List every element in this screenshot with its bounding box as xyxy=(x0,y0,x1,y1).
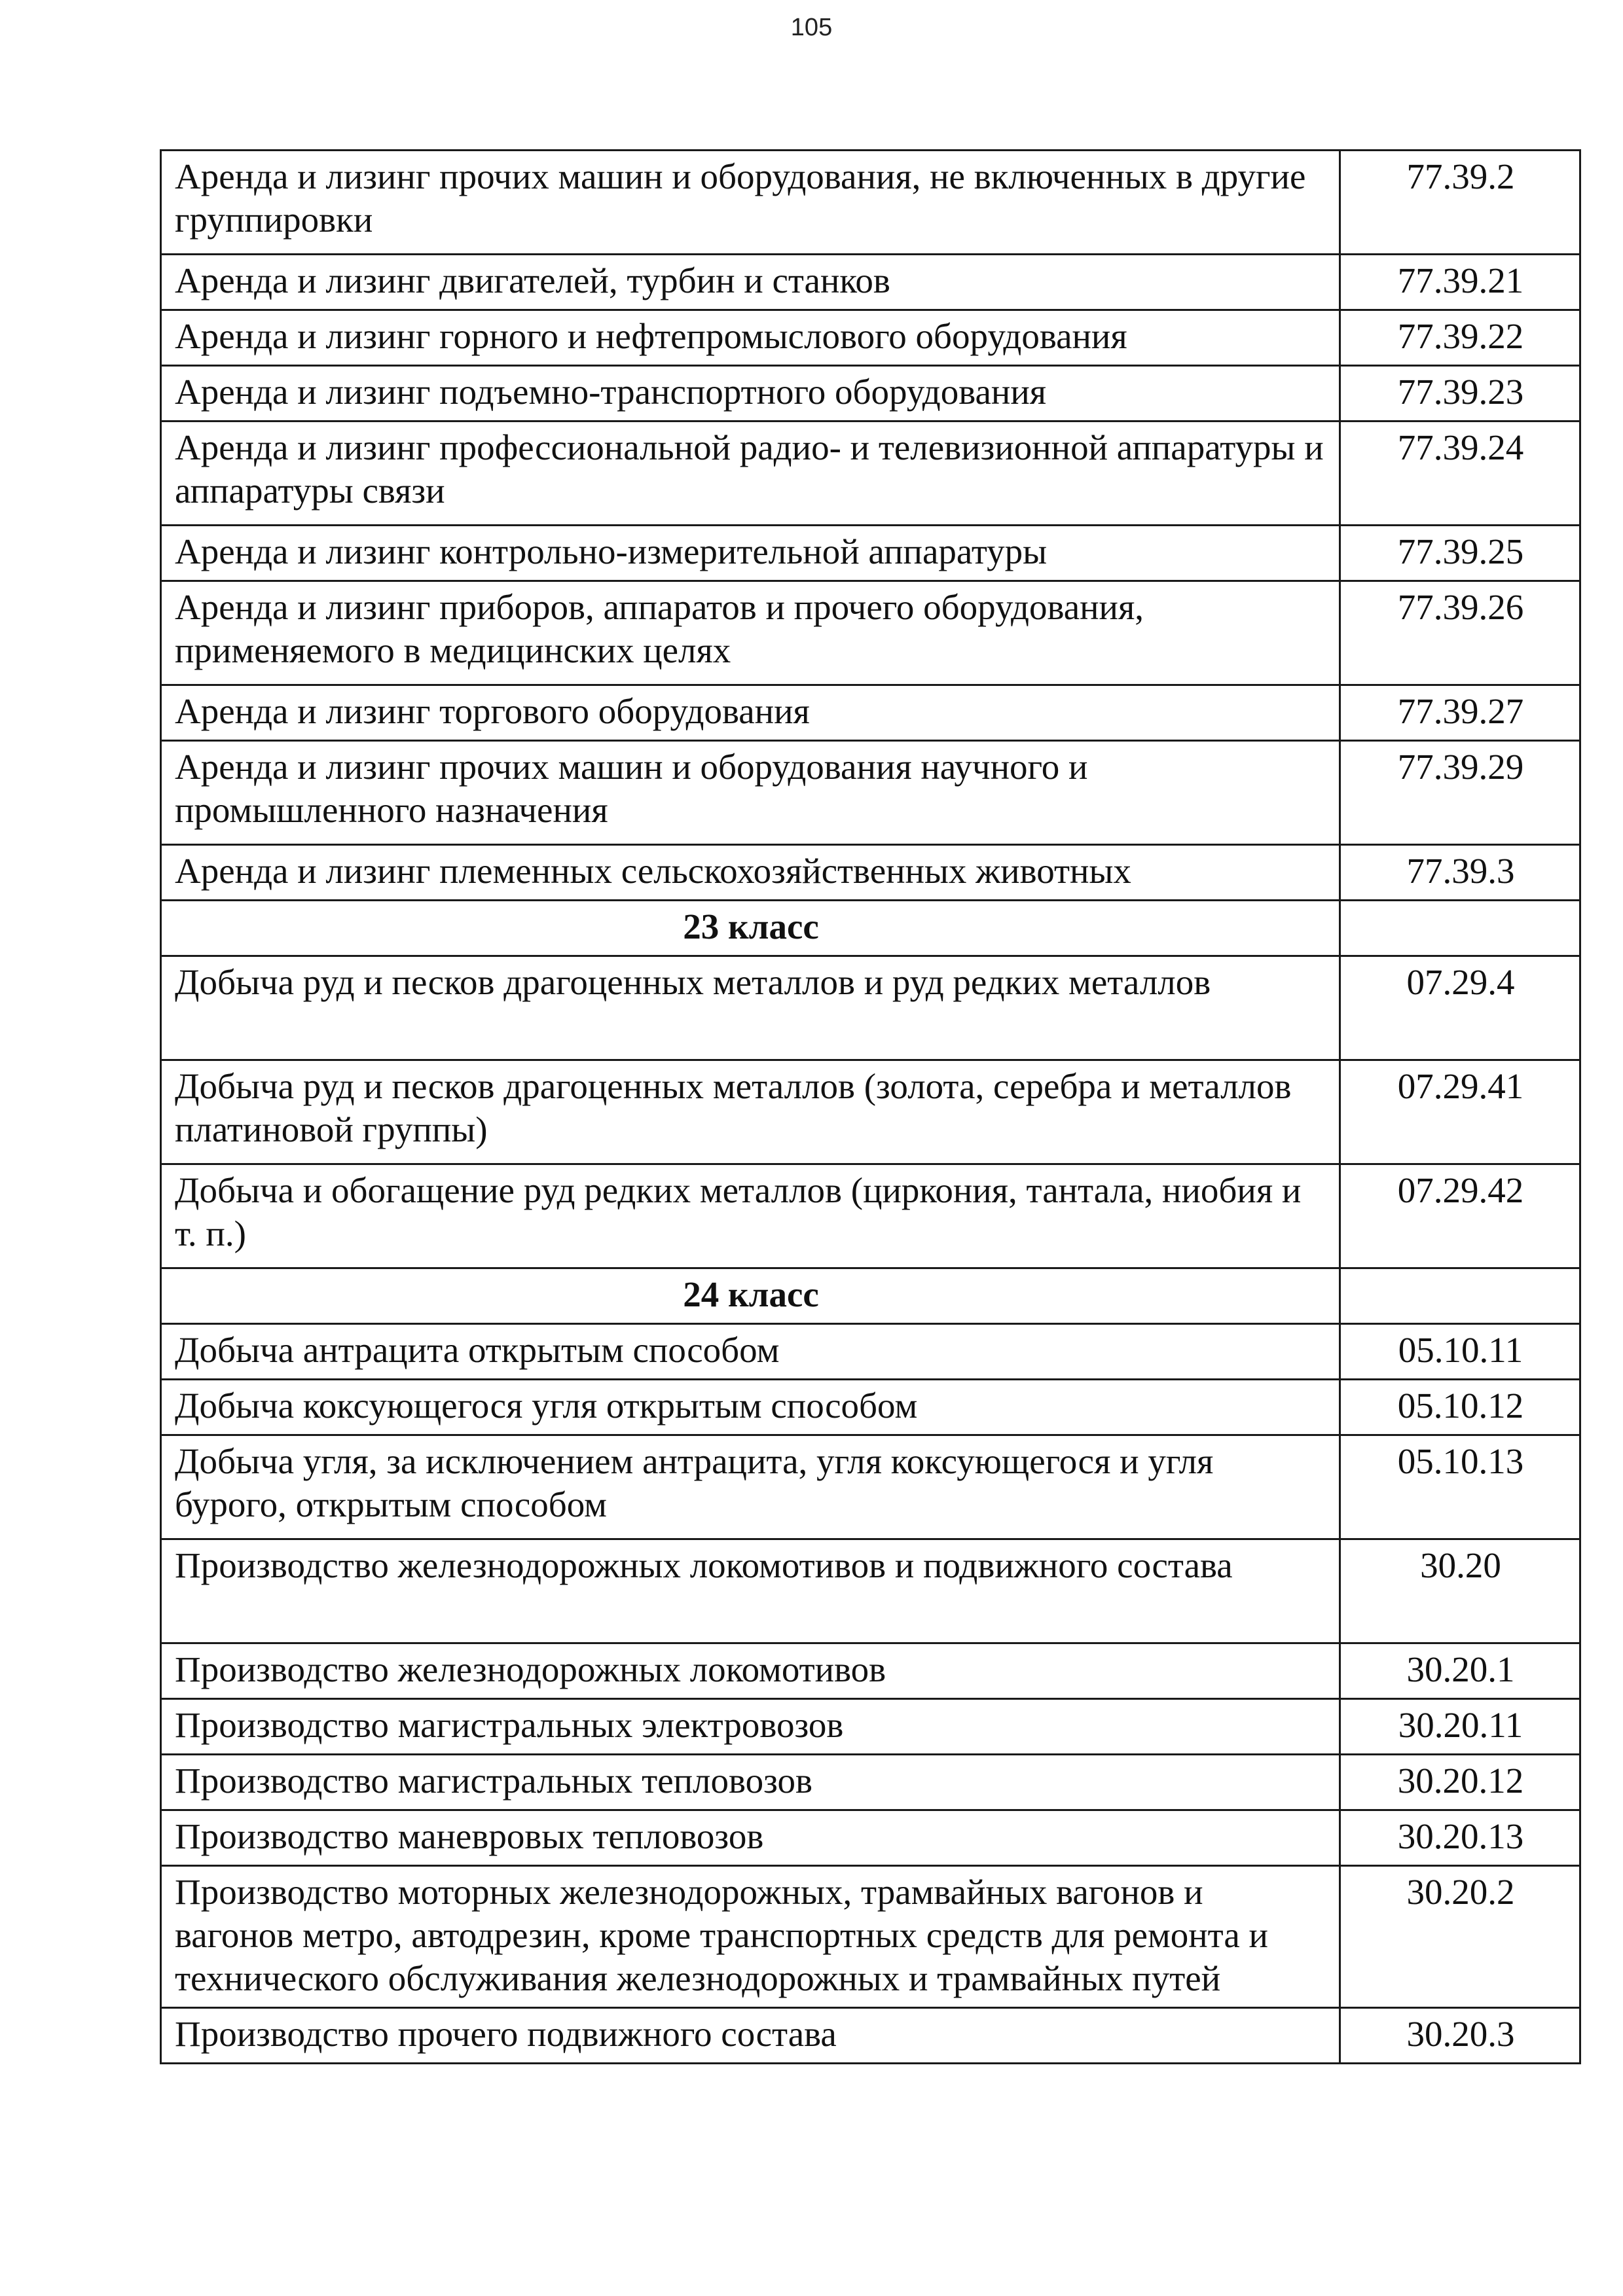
activity-code: 77.39.23 xyxy=(1340,366,1580,422)
activity-code: 30.20.2 xyxy=(1340,1866,1580,2008)
activity-name: Производство маневровых тепловозов xyxy=(161,1810,1340,1866)
activity-code: 77.39.25 xyxy=(1340,526,1580,581)
table-row xyxy=(161,366,1580,422)
activity-name: Производство магистральных электровозов xyxy=(161,1699,1340,1755)
activity-code: 77.39.21 xyxy=(1340,255,1580,310)
class-header-24: 24 класс xyxy=(161,1268,1340,1324)
table-row xyxy=(161,1539,1580,1643)
activity-code: 30.20 xyxy=(1340,1539,1580,1643)
activity-name: Аренда и лизинг горного и нефтепромыслового оборудования xyxy=(161,310,1340,366)
table-row xyxy=(161,2008,1580,2064)
table-row xyxy=(161,151,1580,255)
activity-name: Аренда и лизинг прочих машин и оборудования научного и промышленного назначения xyxy=(161,741,1340,845)
activity-code: 05.10.13 xyxy=(1340,1435,1580,1539)
table-row xyxy=(161,685,1580,741)
activity-code: 77.39.22 xyxy=(1340,310,1580,366)
activity-code: 77.39.3 xyxy=(1340,845,1580,901)
activity-name: Аренда и лизинг торгового оборудования xyxy=(161,685,1340,741)
activity-name: Добыча и обогащение руд редких металлов (циркония, тантала, ниобия и т. п.) xyxy=(161,1164,1340,1268)
activity-code: 30.20.13 xyxy=(1340,1810,1580,1866)
activity-code: 30.20.1 xyxy=(1340,1643,1580,1699)
activity-name: Аренда и лизинг приборов, аппаратов и прочего оборудования, применяемого в медицинских целях xyxy=(161,581,1340,685)
activity-name: Аренда и лизинг подъемно-транспортного оборудования xyxy=(161,366,1340,422)
activity-code: 05.10.11 xyxy=(1340,1324,1580,1380)
activity-name: Производство железнодорожных локомотивов xyxy=(161,1643,1340,1699)
activity-name: Аренда и лизинг профессиональной радио- и телевизионной аппаратуры и аппаратуры связи xyxy=(161,422,1340,526)
class-header-row xyxy=(161,901,1580,956)
table-row xyxy=(161,581,1580,685)
activity-name: Добыча коксующегося угля открытым способом xyxy=(161,1380,1340,1435)
class-header-23: 23 класс xyxy=(161,901,1340,956)
activity-code: 77.39.29 xyxy=(1340,741,1580,845)
activity-name: Аренда и лизинг прочих машин и оборудования, не включенных в другие группировки xyxy=(161,151,1340,255)
table-row xyxy=(161,741,1580,845)
table-row xyxy=(161,1060,1580,1164)
activity-code: 07.29.4 xyxy=(1340,956,1580,1060)
table-row xyxy=(161,1380,1580,1435)
activity-code: 77.39.24 xyxy=(1340,422,1580,526)
table-row xyxy=(161,1755,1580,1810)
table-row xyxy=(161,255,1580,310)
activity-name: Производство моторных железнодорожных, трамвайных вагонов и вагонов метро, автодрезин, кроме транспортных средств для ремонта и технического обслуживания железнодорожных и трамвайных путей xyxy=(161,1866,1340,2008)
table-row xyxy=(161,1866,1580,2008)
table-row xyxy=(161,1435,1580,1539)
table-row xyxy=(161,1324,1580,1380)
table-row xyxy=(161,1810,1580,1866)
table-row xyxy=(161,845,1580,901)
table-row xyxy=(161,956,1580,1060)
table-row xyxy=(161,1164,1580,1268)
page-number: 105 xyxy=(790,14,833,41)
table-row xyxy=(161,1643,1580,1699)
activity-name: Добыча угля, за исключением антрацита, угля коксующегося и угля бурого, открытым способом xyxy=(161,1435,1340,1539)
activity-name: Производство железнодорожных локомотивов и подвижного состава xyxy=(161,1539,1340,1643)
activity-codes-table xyxy=(160,149,1581,2064)
activity-code: 07.29.41 xyxy=(1340,1060,1580,1164)
table-row xyxy=(161,1699,1580,1755)
activity-code: 05.10.12 xyxy=(1340,1380,1580,1435)
activity-code: 30.20.11 xyxy=(1340,1699,1580,1755)
class-header-row xyxy=(161,1268,1580,1324)
activity-name: Добыча антрацита открытым способом xyxy=(161,1324,1340,1380)
activity-name: Аренда и лизинг двигателей, турбин и станков xyxy=(161,255,1340,310)
activity-name: Аренда и лизинг контрольно-измерительной аппаратуры xyxy=(161,526,1340,581)
activity-name: Добыча руд и песков драгоценных металлов (золота, серебра и металлов платиновой группы) xyxy=(161,1060,1340,1164)
activity-code xyxy=(1340,1268,1580,1324)
activity-code: 77.39.2 xyxy=(1340,151,1580,255)
activity-code: 30.20.12 xyxy=(1340,1755,1580,1810)
activity-code: 30.20.3 xyxy=(1340,2008,1580,2064)
activity-name: Аренда и лизинг племенных сельскохозяйственных животных xyxy=(161,845,1340,901)
activity-code: 07.29.42 xyxy=(1340,1164,1580,1268)
activity-name: Добыча руд и песков драгоценных металлов и руд редких металлов xyxy=(161,956,1340,1060)
activity-code xyxy=(1340,901,1580,956)
table-row xyxy=(161,526,1580,581)
activity-code: 77.39.26 xyxy=(1340,581,1580,685)
activity-code: 77.39.27 xyxy=(1340,685,1580,741)
activity-name: Производство магистральных тепловозов xyxy=(161,1755,1340,1810)
table-row xyxy=(161,310,1580,366)
activity-name: Производство прочего подвижного состава xyxy=(161,2008,1340,2064)
table-row xyxy=(161,422,1580,526)
